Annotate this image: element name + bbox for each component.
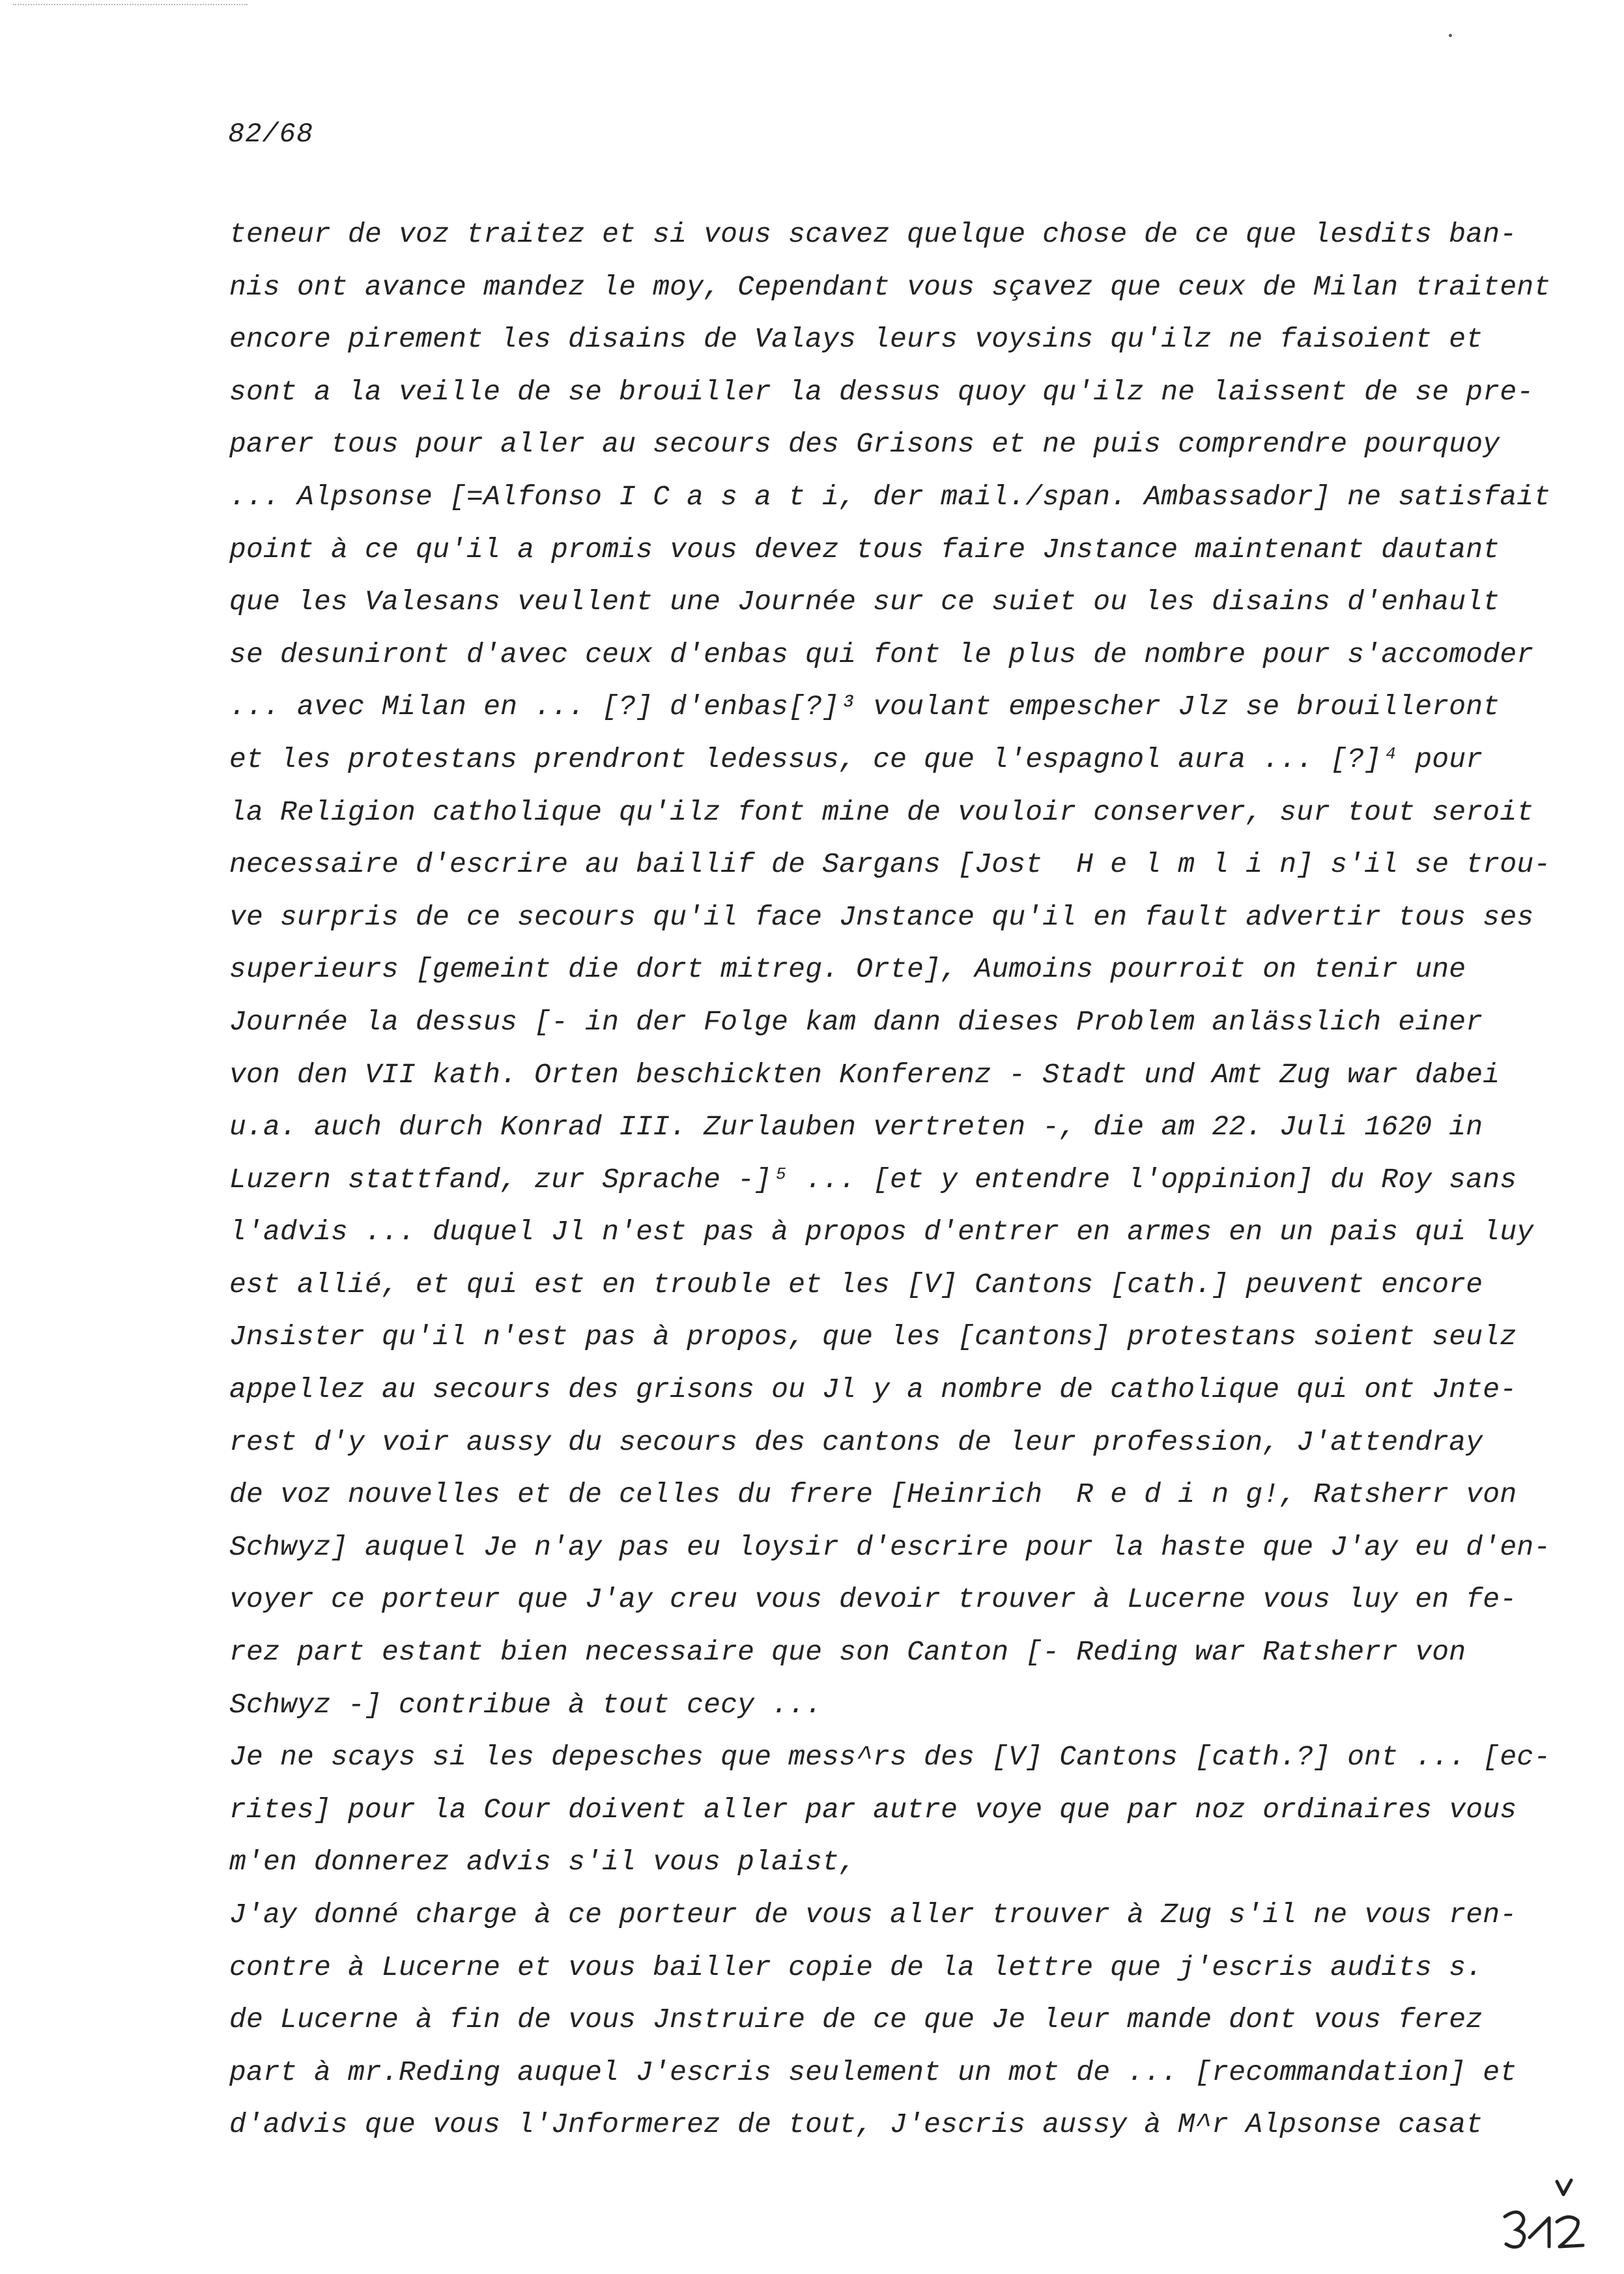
text-line: appellez au secours des grisons ou Jl y a nombre de catholique qui ont Jnte- [229,1374,1517,1406]
text-line: Jnsister qu'il n'est pas à propos, que les [cantons] protestans soient seulz [229,1321,1517,1353]
text-line: est allié, et qui est en trouble et les [V] Cantons [cath.] peuvent encore [229,1268,1483,1301]
text-line: contre à Lucerne et vous bailler copie de la lettre que j'escris audits s. [229,1951,1483,1983]
text-line: Schwyz] auquel Je n'ay pas eu loysir d'escrire pour la haste que J'ay eu d'en- [229,1531,1551,1563]
text-line: de voz nouvelles et de celles du frere [Heinrich R e d i n g!, Ratsherr von [229,1478,1517,1511]
text-line: nis ont avance mandez le moy, Cependant vous sçavez que ceux de Milan traitent [229,270,1551,303]
text-line: voyer ce porteur que J'ay creu vous devoir trouver à Lucerne vous luy en fe- [229,1583,1517,1616]
text-line: ve surpris de ce secours qu'il face Jnstance qu'il en fault advertir tous ses [229,900,1534,933]
text-line: Luzern stattfand, zur Sprache -]⁵ ... [et y entendre l'oppinion] du Roy sans [229,1163,1517,1196]
text-line: sont a la veille de se brouiller la dessus quoy qu'ilz ne laissent de se pre- [229,375,1534,408]
text-line: parer tous pour aller au secours des Grisons et ne puis comprendre pourquoy [229,428,1500,461]
text-line: que les Valesans veullent une Journée sur ce suiet ou les disains d'enhault [229,586,1500,618]
handwritten-mark [1492,2170,1589,2254]
text-line: rest d'y voir aussy du secours des cantons de leur profession, J'attendray [229,1426,1483,1458]
text-line: superieurs [gemeint die dort mitreg. Orte], Aumoins pourroit on tenir une [229,953,1466,986]
text-line: ... avec Milan en ... [?] d'enbas[?]³ voulant empescher Jlz se brouilleront [229,691,1500,723]
text-line: part à mr.Reding auquel J'escris seulement un mot de ... [recommandation] et [229,2056,1517,2088]
text-line: encore pirement les disains de Valays leurs voysins qu'ilz ne faisoient et [229,323,1483,356]
text-line: Je ne scays si les depesches que mess^rs des [V] Cantons [cath.?] ont ... [ec- [229,1741,1551,1774]
text-line: se desuniront d'avec ceux d'enbas qui font le plus de nombre pour s'accomoder [229,638,1534,670]
letter-text [229,209,1551,2152]
text-line: m'en donnerez advis s'il vous plaist, [229,1846,857,1878]
scan-artifact [13,4,248,9]
page-reference: 82/68 [228,119,314,150]
text-line: J'ay donné charge à ce porteur de vous aller trouver à Zug s'il ne vous ren- [229,1899,1517,1931]
text-line: et les protestans prendront ledessus, ce que l'espagnol aura ... [?]⁴ pour [229,743,1483,775]
text-line: Journée la dessus [- in der Folge kam dann dieses Problem anlässlich einer [229,1005,1483,1038]
text-line: von den VII kath. Orten beschickten Konferenz - Stadt und Amt Zug war dabei [229,1058,1500,1091]
text-line: la Religion catholique qu'ilz font mine de vouloir conserver, sur tout seroit [229,796,1534,828]
text-line: teneur de voz traitez et si vous scavez quelque chose de ce que lesdits ban- [229,218,1517,250]
text-line: ... Alpsonse [=Alfonso I C a s a t i, der mail./span. Ambassador] ne satisfait [229,480,1551,513]
text-line: d'advis que vous l'Jnformerez de tout, J'escris aussy à M^r Alpsonse casat [229,2108,1483,2141]
handwritten-page-number [1492,2170,1589,2254]
scan-dot [1449,34,1452,37]
text-line: l'advis ... duquel Jl n'est pas à propos d'entrer en armes en un pais qui luy [229,1216,1534,1248]
text-line: rez part estant bien necessaire que son Canton [- Reding war Ratsherr von [229,1636,1466,1669]
text-line: Schwyz -] contribue à tout cecy ... [229,1688,823,1721]
text-line: necessaire d'escrire au baillif de Sargans [Jost H e l m l i n] s'il se trou- [229,848,1551,881]
text-line: rites] pour la Cour doivent aller par autre voye que par noz ordinaires vous [229,1793,1517,1826]
text-line: de Lucerne à fin de vous Jnstruire de ce que Je leur mande dont vous ferez [229,2004,1483,2036]
text-line: u.a. auch durch Konrad III. Zurlauben vertreten -, die am 22. Juli 1620 in [229,1111,1483,1144]
text-line: point à ce qu'il a promis vous devez tous faire Jnstance maintenant dautant [229,533,1500,566]
